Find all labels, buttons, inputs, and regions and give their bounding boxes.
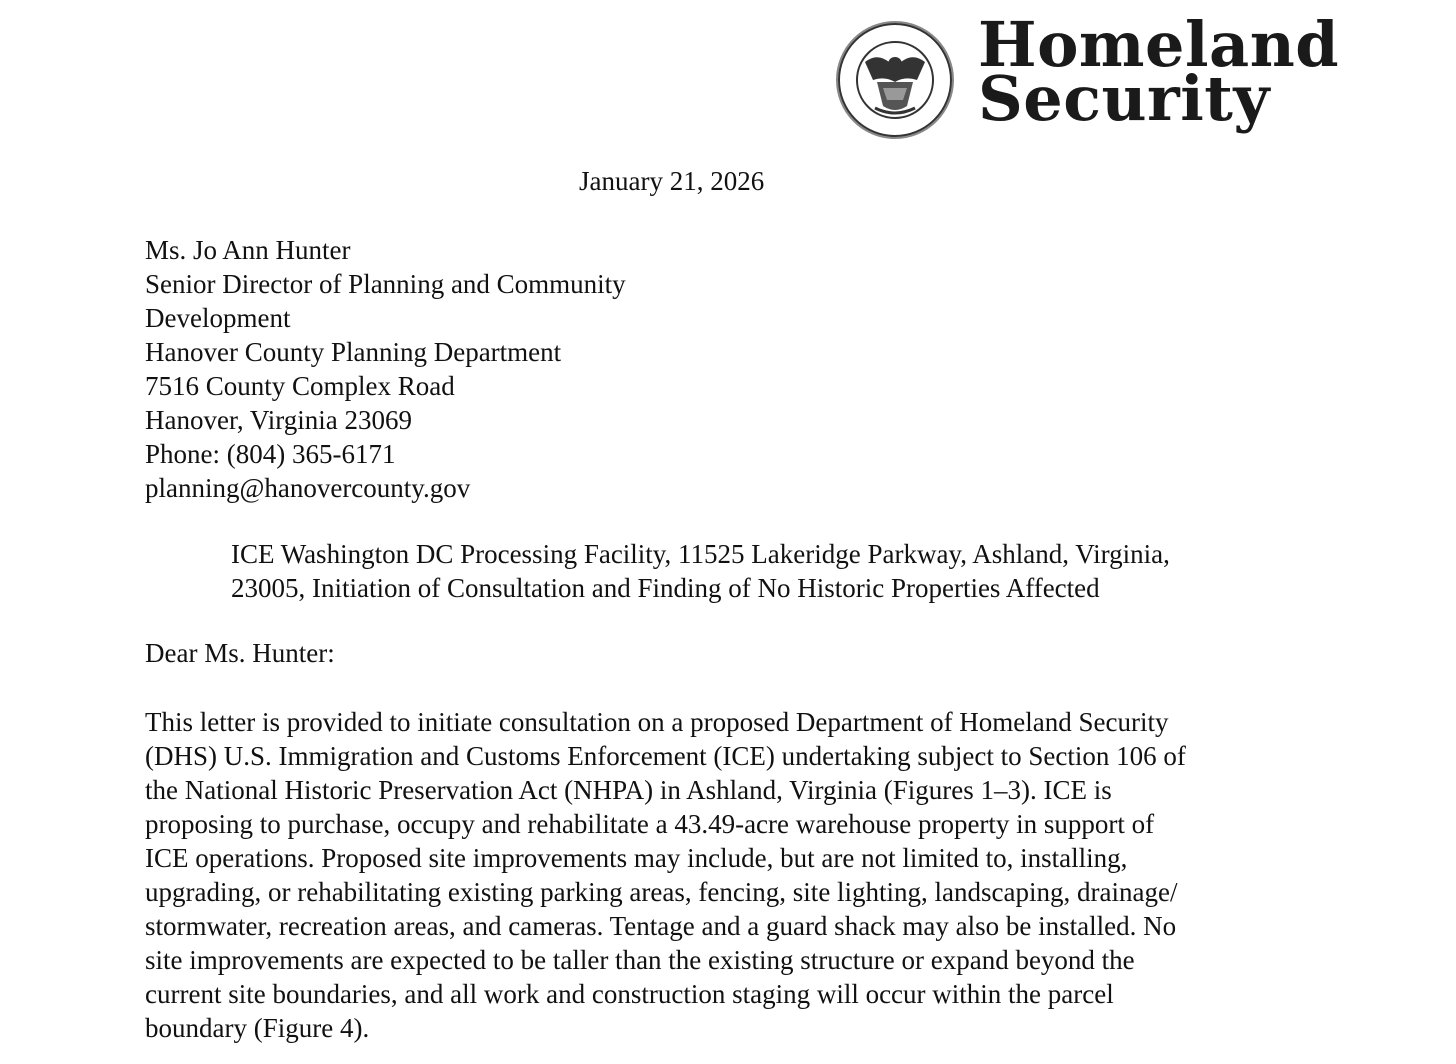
email-address: planning@hanovercounty.gov — [145, 473, 471, 503]
body-line: boundary (Figure 4). — [145, 1013, 370, 1043]
body-line: upgrading, or rehabilitating existing parking areas, fencing, site lighting, landscaping, drainage/ — [145, 877, 1178, 907]
address-line: Hanover, Virginia 23069 — [145, 405, 413, 435]
address-line: Development — [145, 303, 291, 333]
address-line: Ms. Jo Ann Hunter — [145, 235, 351, 265]
brand-line: Homeland — [978, 8, 1340, 81]
body-line: current site boundaries, and all work and construction staging will occur within the parcel — [145, 979, 1114, 1009]
dhs-seal-logo — [835, 20, 955, 140]
letter-date: January 21, 2026 — [579, 166, 765, 196]
body-line: (DHS) U.S. Immigration and Customs Enforcement (ICE) undertaking subject to Section 106 of — [145, 741, 1186, 771]
body-line: ICE operations. Proposed site improvements may include, but are not limited to, installing, — [145, 843, 1128, 873]
subject-line — [231, 537, 1170, 605]
subject-text: ICE Washington DC Processing Facility, 11525 Lakeridge Parkway, Ashland, Virginia, — [231, 539, 1170, 569]
subject-text: 23005, Initiation of Consultation and Finding of No Historic Properties Affected — [231, 573, 1100, 603]
brand-line: Security — [978, 62, 1270, 135]
homeland-security-wordmark — [978, 8, 1340, 135]
address-line: Hanover County Planning Department — [145, 337, 562, 367]
body-line: site improvements are expected to be taller than the existing structure or expand beyond the — [145, 945, 1135, 975]
recipient-address — [145, 233, 626, 505]
body-paragraph — [145, 705, 1186, 1045]
body-line: This letter is provided to initiate consultation on a proposed Department of Homeland Security — [145, 707, 1169, 737]
address-line: Phone: (804) 365-6171 — [145, 439, 396, 469]
address-line: Senior Director of Planning and Community — [145, 269, 626, 299]
body-line: stormwater, recreation areas, and cameras. Tentage and a guard shack may also be installed. No — [145, 911, 1177, 941]
salutation: Dear Ms. Hunter: — [145, 638, 335, 668]
body-line: the National Historic Preservation Act (NHPA) in Ashland, Virginia (Figures 1–3). ICE is — [145, 775, 1112, 805]
address-line: 7516 County Complex Road — [145, 371, 455, 401]
body-line: proposing to purchase, occupy and rehabilitate a 43.49-acre warehouse property in support of — [145, 809, 1155, 839]
